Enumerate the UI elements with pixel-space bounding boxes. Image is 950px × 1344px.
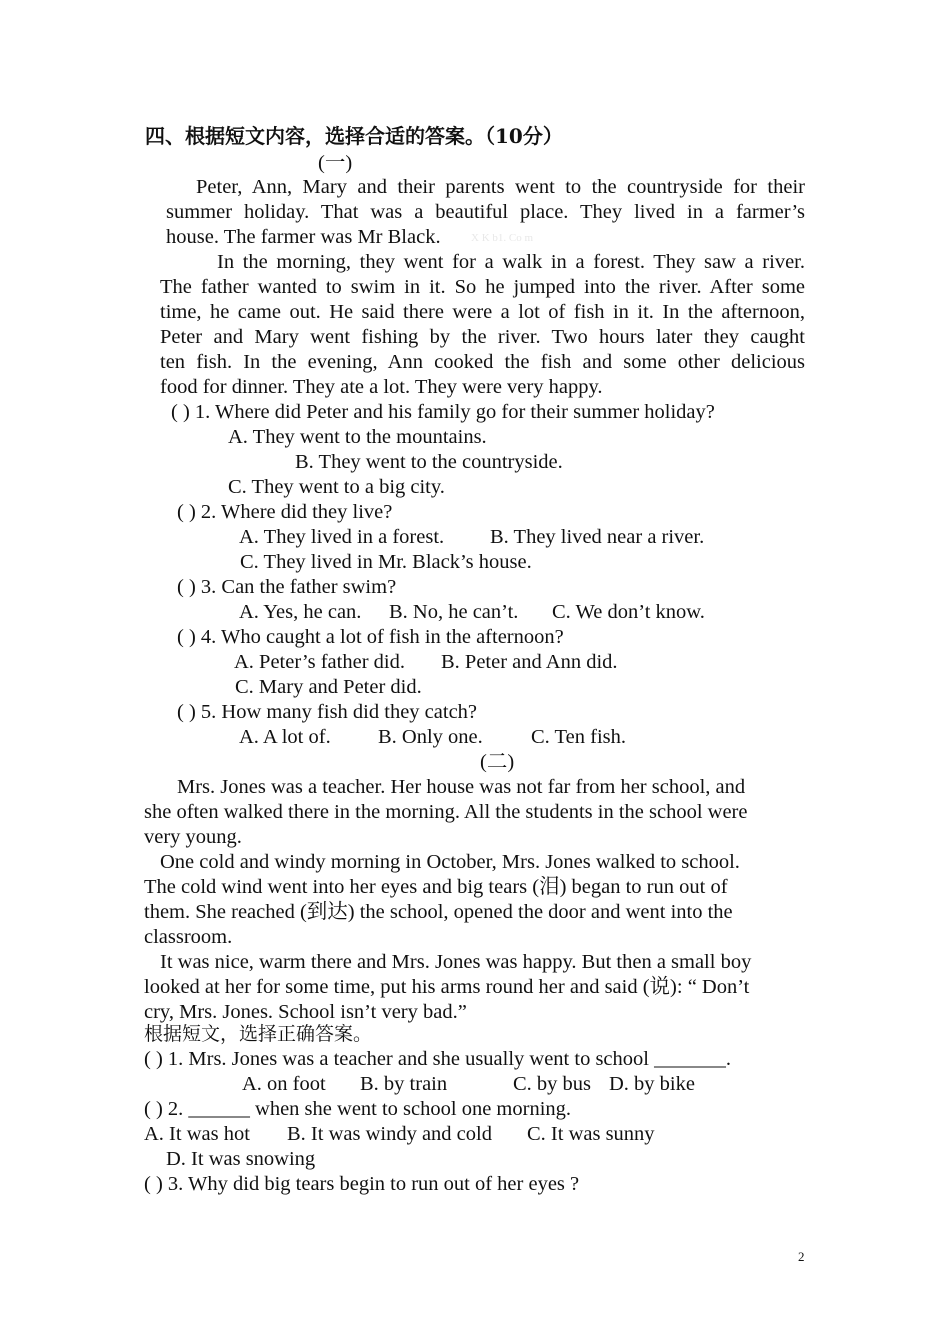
passage1-line: time, he came out. He said there were a lot of fish in it. In the afternoon, (160, 301, 805, 323)
answer-option[interactable]: D. by bike (609, 1073, 695, 1095)
watermark: X K b1. Co m (471, 232, 534, 244)
answer-option[interactable]: A. Peter’s father did. (234, 651, 405, 673)
passage2-label: (二) (480, 751, 515, 773)
answer-option[interactable]: A. A lot of. (239, 726, 331, 748)
passage2-line: It was nice, warm there and Mrs. Jones was happy. But then a small boy (160, 951, 752, 973)
answer-option[interactable]: B. No, he can’t. (389, 601, 519, 623)
answer-option[interactable]: C. They went to a big city. (228, 476, 445, 498)
section-title: 四、根据短文内容，选择合适的答案。（10分） (145, 124, 563, 148)
passage2-line: looked at her for some time, put his arms round her and said (说): “ Don’t (144, 976, 750, 998)
passage2-line: classroom. (144, 926, 233, 948)
passage1-line: ten fish. In the evening, Ann cooked the fish and some other delicious (160, 351, 805, 373)
answer-option[interactable]: C. We don’t know. (552, 601, 705, 623)
answer-option[interactable]: C. by bus (513, 1073, 592, 1095)
question-stem: ( ) 3. Can the father swim? (177, 576, 397, 598)
answer-option[interactable]: B. It was windy and cold (287, 1123, 492, 1145)
passage2-instruction: 根据短文，选择正确答案。 (144, 1023, 373, 1045)
passage2-line: One cold and windy morning in October, Mrs. Jones walked to school. (160, 851, 740, 873)
passage1-line: In the morning, they went for a walk in a forest. They saw a river. (217, 251, 805, 273)
answer-option[interactable]: B. Peter and Ann did. (441, 651, 618, 673)
passage1-line: Peter, Ann, Mary and their parents went to the countryside for their (196, 176, 805, 198)
answer-option[interactable]: B. Only one. (378, 726, 483, 748)
answer-option[interactable]: A. Yes, he can. (239, 601, 362, 623)
answer-option[interactable]: A. They went to the mountains. (228, 426, 487, 448)
answer-option[interactable]: B. They lived near a river. (490, 526, 705, 548)
answer-option[interactable]: A. They lived in a forest. (239, 526, 445, 548)
answer-option[interactable]: B. by train (360, 1073, 448, 1095)
question-stem: ( ) 3. Why did big tears begin to run out of her eyes ? (144, 1173, 580, 1195)
answer-option[interactable]: C. Mary and Peter did. (235, 676, 422, 698)
passage1-line: Peter and Mary went fishing by the river. Two hours later they caught (160, 326, 805, 348)
passage2-line: Mrs. Jones was a teacher. Her house was not far from her school, and (177, 776, 746, 798)
answer-option[interactable]: C. Ten fish. (531, 726, 626, 748)
passage1-line: The father wanted to swim in it. So he jumped into the river. After some (160, 276, 805, 298)
question-stem: ( ) 2. Where did they live? (177, 501, 393, 523)
answer-option[interactable]: A. on foot (242, 1073, 326, 1095)
question-stem: ( ) 4. Who caught a lot of fish in the afternoon? (177, 626, 564, 648)
passage2-line: she often walked there in the morning. All the students in the school were (144, 801, 748, 823)
passage2-line: very young. (144, 826, 242, 848)
question-stem: ( ) 1. Where did Peter and his family go for their summer holiday? (171, 401, 715, 423)
answer-option[interactable]: C. They lived in Mr. Black’s house. (240, 551, 532, 573)
question-stem: ( ) 5. How many fish did they catch? (177, 701, 478, 723)
passage2-line: The cold wind went into her eyes and big tears (泪) began to run out of (144, 876, 728, 898)
question-stem: ( ) 2. ______ when she went to school one morning. (144, 1098, 572, 1120)
answer-option[interactable]: C. It was sunny (527, 1123, 655, 1145)
passage1-line: food for dinner. They ate a lot. They were very happy. (160, 376, 603, 398)
answer-option[interactable]: A. It was hot (144, 1123, 250, 1145)
passage2-line: them. She reached (到达) the school, opened the door and went into the (144, 901, 733, 923)
passage1-line: summer holiday. That was a beautiful place. They lived in a farmer’s (166, 201, 805, 223)
page-number: 2 (798, 1249, 805, 1264)
question-stem: ( ) 1. Mrs. Jones was a teacher and she usually went to school _______. (144, 1048, 731, 1070)
passage2-line: cry, Mrs. Jones. School isn’t very bad.” (144, 1001, 467, 1023)
passage1-label: (一) (318, 152, 353, 174)
answer-option[interactable]: B. They went to the countryside. (295, 451, 563, 473)
passage1-line: house. The farmer was Mr Black. (166, 226, 441, 248)
answer-option[interactable]: D. It was snowing (166, 1148, 316, 1170)
